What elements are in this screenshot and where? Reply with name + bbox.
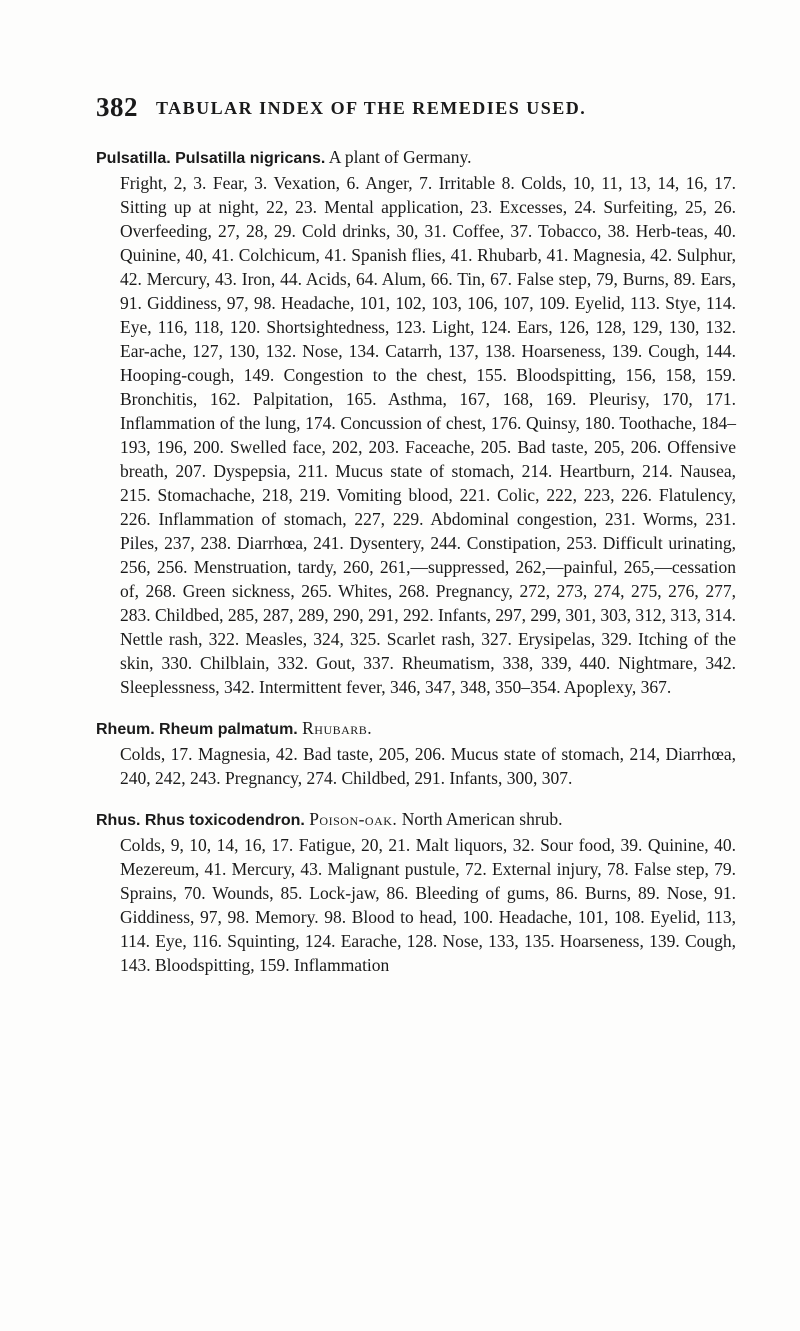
page-number: 382	[96, 92, 138, 122]
entry-latin-name: Rhus toxicodendron.	[144, 812, 305, 829]
entry-heading	[96, 807, 736, 833]
entry-references: Colds, 17. Magnesia, 42. Bad taste, 205, 206. Mucus state of stomach, 214, Diarrhœa, 240, 242, 243. Pregnancy, 274. Childbed, 291. Infants, 300, 307.	[120, 744, 736, 788]
entry-description: North American shrub.	[401, 809, 563, 829]
index-entry-rheum	[96, 716, 736, 790]
entry-description: A plant of Germany.	[328, 147, 472, 167]
entry-common-name: Rhubarb.	[302, 718, 373, 738]
entry-latin-name: Pulsatilla nigricans.	[175, 150, 326, 167]
entry-heading	[96, 716, 736, 742]
entry-references: Colds, 9, 10, 14, 16, 17. Fatigue, 20, 21. Malt liquors, 32. Sour food, 39. Quinine, 40. Mezereum, 41. Mercury, 43. Malignant pustule, 72. External injury, 78. False step, 79. Sprains, 70. Wounds, 85. Lock-jaw, 86. Bleeding of gums, 86. Burns, 89. Nose, 91. Giddiness, 97, 98. Memory. 98. Blood to head, 100. Headache, 101, 108. Eyelid, 113, 114. Eye, 116. Squinting, 124. Earache, 128. Nose, 133, 135. Hoarseness, 139. Cough, 143. Bloodspitting, 159. Inflammation	[120, 835, 736, 975]
entry-name: Rhus.	[96, 812, 141, 829]
entry-name: Pulsatilla.	[96, 150, 171, 167]
running-head-title: TABULAR INDEX OF THE REMEDIES USED.	[156, 98, 587, 118]
entry-heading	[96, 145, 736, 171]
index-body	[96, 145, 736, 994]
index-entry-pulsatilla	[96, 145, 736, 699]
running-head	[96, 92, 736, 126]
entry-common-name: Poison-oak.	[309, 809, 398, 829]
entry-references: Fright, 2, 3. Fear, 3. Vexation, 6. Anger, 7. Irritable 8. Colds, 10, 11, 13, 14, 16, 17. Sitting up at night, 22, 23. Mental application, 23. Excesses, 24. Surfeiting, 25, 26. Overfeeding, 27, 28, 29. Cold drinks, 30, 31. Coffee, 37. Tobacco, 38. Herb-teas, 40. Quinine, 40, 41. Colchicum, 41. Spanish flies, 41. Rhubarb, 41. Magnesia, 42. Sulphur, 42. Mercury, 43. Iron, 44. Acids, 64. Alum, 66. Tin, 67. False step, 79, Burns, 89. Ears, 91. Giddiness, 97, 98. Headache, 101, 102, 103, 106, 107, 109. Eyelid, 113. Stye, 114. Eye, 116, 118, 120. Shortsightedness, 123. Light, 124. Ears, 126, 128, 129, 130, 132. Ear-ache, 127, 130, 132. Nose, 134. Catarrh, 137, 138. Hoarseness, 139. Cough, 144. Hooping-cough, 149. Congestion to the chest, 155. Bloodspitting, 156, 158, 159. Bronchitis, 162. Palpitation, 165. Asthma, 167, 168, 169. Pleurisy, 170, 171. Inflammation of the lung, 174. Concussion of chest, 176. Quinsy, 180. Toothache, 184–193, 196, 200. Swelled face, 202, 203. Faceache, 205. Bad taste, 205, 206. Offensive breath, 207. Dyspepsia, 211. Mucus state of stomach, 214. Heartburn, 214. Nausea, 215. Stomachache, 218, 219. Vomiting blood, 221. Colic, 222, 223, 226. Flatulency, 226. Inflammation of stomach, 227, 229. Abdominal congestion, 231. Worms, 231. Piles, 237, 238. Diarrhœa, 241. Dysentery, 244. Constipation, 253. Difficult urinating, 256, 256. Menstruation, tardy, 260, 261,—suppressed, 262,—painful, 265,—cessation of, 268. Green sickness, 265. Whites, 268. Pregnancy, 272, 273, 274, 275, 276, 277, 283. Childbed, 285, 287, 289, 290, 291, 292. Infants, 297, 299, 301, 303, 312, 313, 314. Nettle rash, 322. Measles, 324, 325. Scarlet rash, 327. Erysipelas, 329. Itching of the skin, 330. Chilblain, 332. Gout, 337. Rheumatism, 338, 339, 440. Nightmare, 342. Sleeplessness, 342. Intermittent fever, 346, 347, 348, 350–354. Apoplexy, 367.	[120, 173, 736, 697]
index-entry-rhus	[96, 807, 736, 977]
entry-name: Rheum.	[96, 721, 155, 738]
entry-latin-name: Rheum palmatum.	[159, 721, 298, 738]
